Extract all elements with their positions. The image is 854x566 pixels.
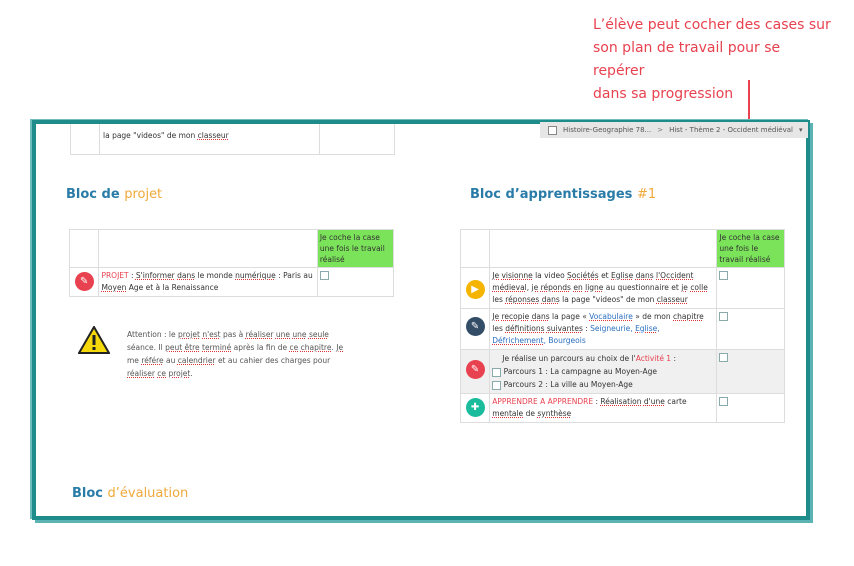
chevron-down-icon[interactable]: ▾ — [798, 126, 803, 134]
table-cell-check — [717, 394, 785, 423]
table-cell-icon — [461, 350, 490, 394]
row1-text: Je visionne la video Sociétés et Eglise dans l'Occident médieval, je réponds en ligne au questionnaire et je colle les réponses dans la page "videos" de mon classeur — [490, 268, 717, 309]
annotation-line-2: son plan de travail pour se repérer — [593, 40, 781, 79]
parcours-2-label: Parcours 2 : La ville au Moyen-Age — [503, 380, 633, 389]
table-cell — [490, 230, 717, 268]
breadcrumb-separator: > — [657, 126, 664, 134]
table-cell-check — [717, 350, 785, 394]
breadcrumb-notebook[interactable]: Histoire-Geographie 78... — [563, 126, 652, 134]
bloc-projet-title: Bloc de projet — [66, 187, 163, 202]
apprentissages-table — [460, 229, 785, 423]
table-cell — [461, 230, 490, 268]
projet-row-text: PROJET : S'informer dans le monde numérique : Paris au Moyen Age et à la Renaissance — [99, 268, 317, 297]
checkbox-icon[interactable] — [548, 126, 557, 135]
table-cell — [99, 230, 317, 268]
annotation-line-3: dans sa progression — [593, 86, 734, 102]
table-cell-icon — [461, 394, 490, 423]
warning-icon — [78, 326, 110, 354]
checkbox[interactable] — [719, 353, 728, 362]
table-cell-check — [717, 268, 785, 309]
table-cell-icon — [461, 268, 490, 309]
annotation-note — [593, 14, 833, 106]
checkbox[interactable] — [320, 271, 329, 280]
annotation-line-1: L’élève peut cocher des cases sur — [593, 17, 831, 33]
wrench-icon: ✎ — [75, 272, 94, 291]
checkbox[interactable] — [719, 312, 728, 321]
checkbox[interactable] — [492, 368, 501, 377]
bloc-evaluation-title: Bloc d’évaluation — [72, 486, 189, 501]
table-cell-check — [717, 309, 785, 350]
check-column-header: Je coche la case une fois le travail réalisé — [317, 230, 393, 268]
row3-text: Je réalise un parcours au choix de l'Activité 1 : Parcours 1 : La campagne au Moyen-Age Parcours 2 : La ville au Moyen-Age — [490, 350, 717, 394]
table-cell-check — [317, 268, 393, 297]
table-cell-icon — [71, 124, 100, 154]
checkbox[interactable] — [719, 271, 728, 280]
table-cell-icon — [70, 268, 99, 297]
projet-table — [69, 229, 394, 297]
vocabulaire-link[interactable]: Vocabulaire — [589, 312, 633, 321]
breadcrumb-section[interactable]: Hist - Thème 2 - Occident médiéval — [669, 126, 793, 134]
checkbox[interactable] — [719, 397, 728, 406]
row2-text: Je recopie dans la page « Vocabulaire » de mon chapitre les définitions suivantes : Seigneurie, Eglise, Défrichement, Bourgeois — [490, 309, 717, 350]
video-icon: ▶ — [466, 280, 485, 299]
table-cell — [70, 230, 99, 268]
brain-book-icon: ✚ — [466, 398, 485, 417]
attention-note: Attention : le projet n'est pas à réaliser une une seule séance. Il peut être terminé après la fin de ce chapitre. Je me référe au calendrier et au cahier des charges pour réaliser ce projet. — [127, 330, 344, 378]
previous-table-row — [70, 124, 395, 155]
parcours-1-label: Parcours 1 : La campagne au Moyen-Age — [503, 367, 657, 376]
breadcrumb-bar — [540, 122, 808, 138]
table-cell-icon — [461, 309, 490, 350]
bloc-apprentissages-title: Bloc d’apprentissages #1 — [470, 187, 657, 202]
row4-text: APPRENDRE A APPRENDRE : Réalisation d'une carte mentale de synthèse — [490, 394, 717, 423]
pencil-icon: ✎ — [466, 317, 485, 336]
checkbox[interactable] — [492, 381, 501, 390]
wrench-icon: ✎ — [466, 360, 485, 379]
previous-row-text: la page "videos" de mon classeur — [103, 131, 229, 140]
table-cell-check — [319, 124, 394, 154]
check-column-header: Je coche la case une fois le travail réalisé — [717, 230, 785, 268]
